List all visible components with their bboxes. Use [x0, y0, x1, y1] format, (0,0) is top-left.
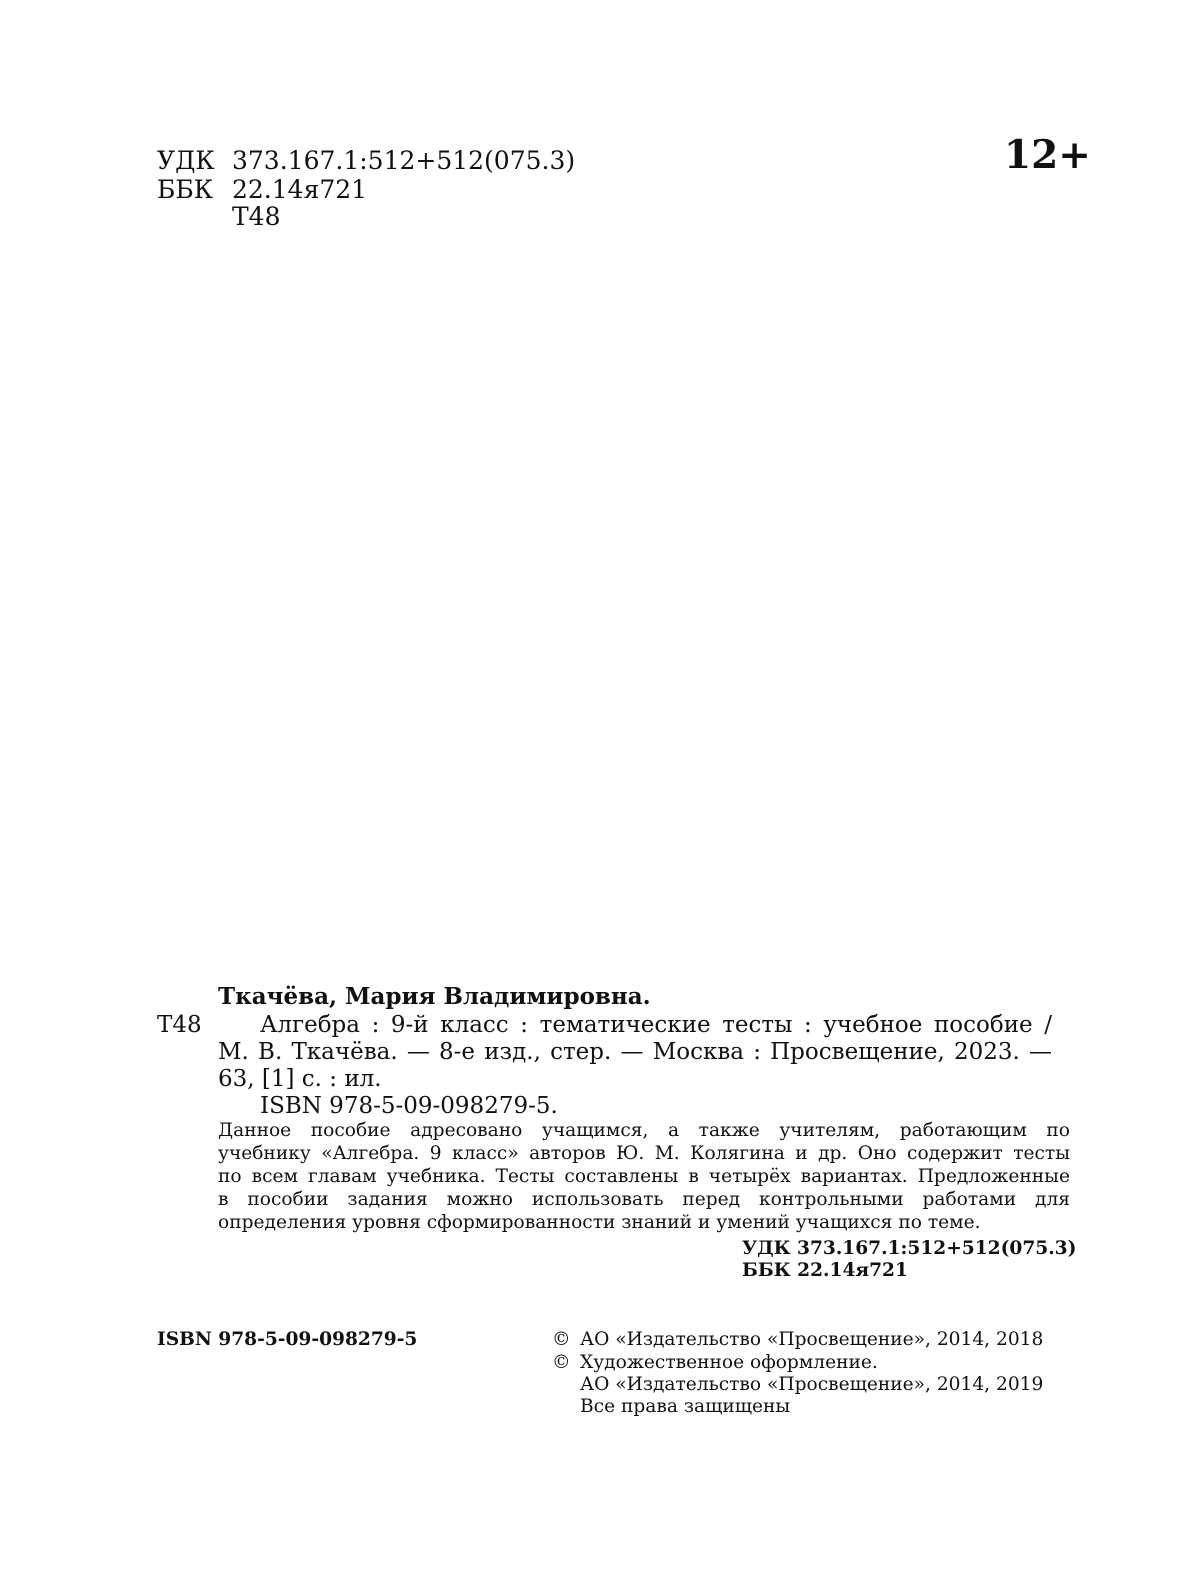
udk-label: УДК [157, 146, 215, 175]
abstract-line: Данное пособие адресовано учащимся, а также учителям, работающим по [218, 1120, 1070, 1141]
rights-reserved: Все права защищены [580, 1396, 791, 1417]
copyright-text: АО «Издательство «Просвещение», 2014, 2018 [580, 1329, 1044, 1350]
card-isbn: ISBN 978-5-09-098279-5. [260, 1093, 558, 1119]
card-pages-line: 63, [1] с. : ил. [218, 1066, 382, 1092]
abstract-line: в пособии задания можно использовать перед контрольными работами для [218, 1189, 1070, 1210]
bbk-value: 22.14я721 [232, 175, 368, 204]
card-publication-line: М. В. Ткачёва. — 8-е изд., стер. — Москва : Просвещение, 2023. — [218, 1039, 1052, 1065]
abstract-line: по всем главам учебника. Тесты составлены в четырёх вариантах. Предложенные [218, 1166, 1070, 1187]
card-bbk: ББК 22.14я721 [742, 1260, 908, 1281]
udk-value: 373.167.1:512+512(075.3) [232, 146, 576, 175]
card-author: Ткачёва, Мария Владимировна. [218, 983, 651, 1010]
age-rating: 12+ [1004, 132, 1091, 178]
bbk-label: ББК [157, 175, 214, 204]
author-cipher: Т48 [232, 202, 281, 231]
copyright-icon: © [552, 1352, 571, 1373]
copyright-design-holder: АО «Издательство «Просвещение», 2014, 2019 [580, 1374, 1044, 1395]
card-abstract [218, 1119, 1070, 1234]
card-cipher: Т48 [157, 1012, 202, 1038]
abstract-line: учебнику «Алгебра. 9 класс» авторов Ю. М. Колягина и др. Оно содержит тесты [218, 1143, 1070, 1164]
card-title-line: Алгебра : 9-й класс : тематические тесты : учебное пособие / [260, 1012, 1052, 1038]
abstract-line: определения уровня сформированности знаний и умений учащихся по теме. [218, 1212, 981, 1233]
copyright-design: Художественное оформление. [580, 1352, 878, 1373]
copyright-icon: © [552, 1329, 571, 1350]
card-udk: УДК 373.167.1:512+512(075.3) [742, 1238, 1077, 1259]
footer-isbn: ISBN 978-5-09-098279-5 [157, 1329, 418, 1350]
